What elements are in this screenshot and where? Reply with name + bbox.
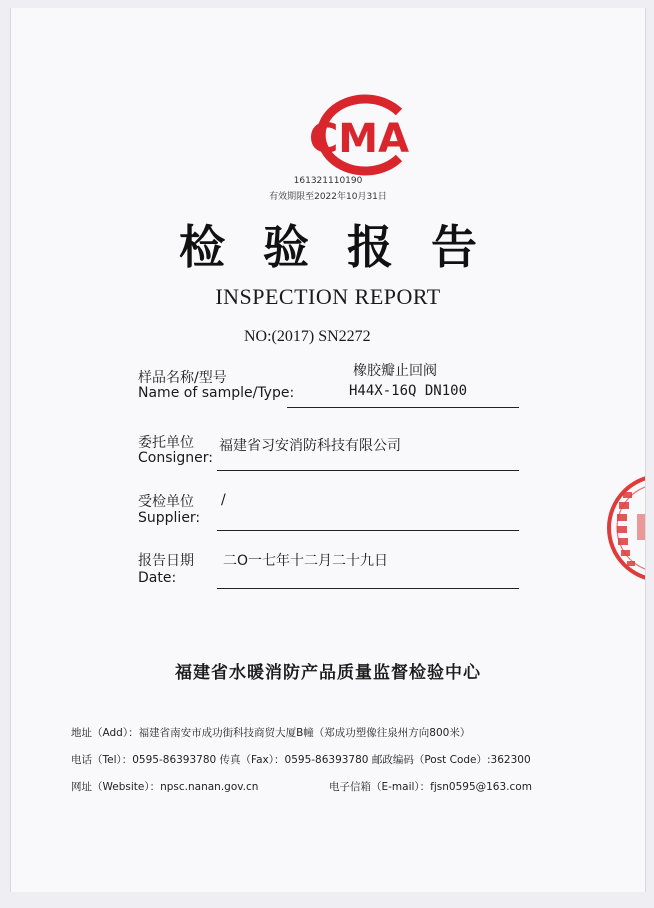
supplier-value: / [221, 492, 226, 508]
cma-validity: 有效期限至2022年10月31日 [269, 192, 387, 202]
footer-website: 网址（Website）：npsc.nanan.gov.cn [71, 781, 259, 793]
sample-underline [287, 407, 519, 408]
issuing-institute: 福建省水暖消防产品质量监督检验中心 [175, 663, 481, 683]
sample-type-value: H44X-16Q DN100 [349, 383, 468, 399]
consigner-label-cn: 委托单位 [138, 435, 194, 451]
report-cover-page [10, 8, 646, 892]
supplier-underline [217, 530, 519, 531]
title-chinese: 检验报告 [179, 220, 515, 274]
cma-logo [281, 94, 431, 176]
date-underline [217, 588, 519, 589]
sample-label-en: Name of sample/Type: [138, 385, 295, 401]
cma-logo-text: CMA [308, 116, 410, 162]
date-label-en: Date: [138, 570, 177, 586]
title-english: INSPECTION REPORT [215, 284, 441, 309]
consigner-underline [217, 470, 519, 471]
footer-tel-fax: 电话（Tel）：0595-86393780 传真（Fax）：0595-86393780 邮政编码（Post Code）:362300 [71, 754, 531, 766]
report-number: NO:(2017) SN2272 [244, 328, 371, 345]
date-value: 二O一七年十二月二十九日 [223, 553, 389, 569]
sample-name-value: 橡胶瓣止回阀 [353, 363, 437, 379]
cma-certificate-number: 161321110190 [293, 176, 363, 186]
consigner-value: 福建省习安消防科技有限公司 [219, 438, 401, 454]
footer-address: 地址（Add）：福建省南安市成功街科技商贸大厦B幢（郑成功塑像往泉州方向800米） [71, 727, 471, 739]
date-label-cn: 报告日期 [138, 553, 194, 569]
sample-label-cn: 样品名称/型号 [138, 370, 227, 386]
supplier-label-cn: 受检单位 [138, 494, 194, 510]
footer-email: 电子信箱（E-mail）：fjsn0595@163.com [329, 781, 532, 793]
supplier-label-en: Supplier: [138, 510, 201, 526]
red-seal-stamp [601, 470, 646, 586]
consigner-label-en: Consigner: [138, 450, 213, 466]
